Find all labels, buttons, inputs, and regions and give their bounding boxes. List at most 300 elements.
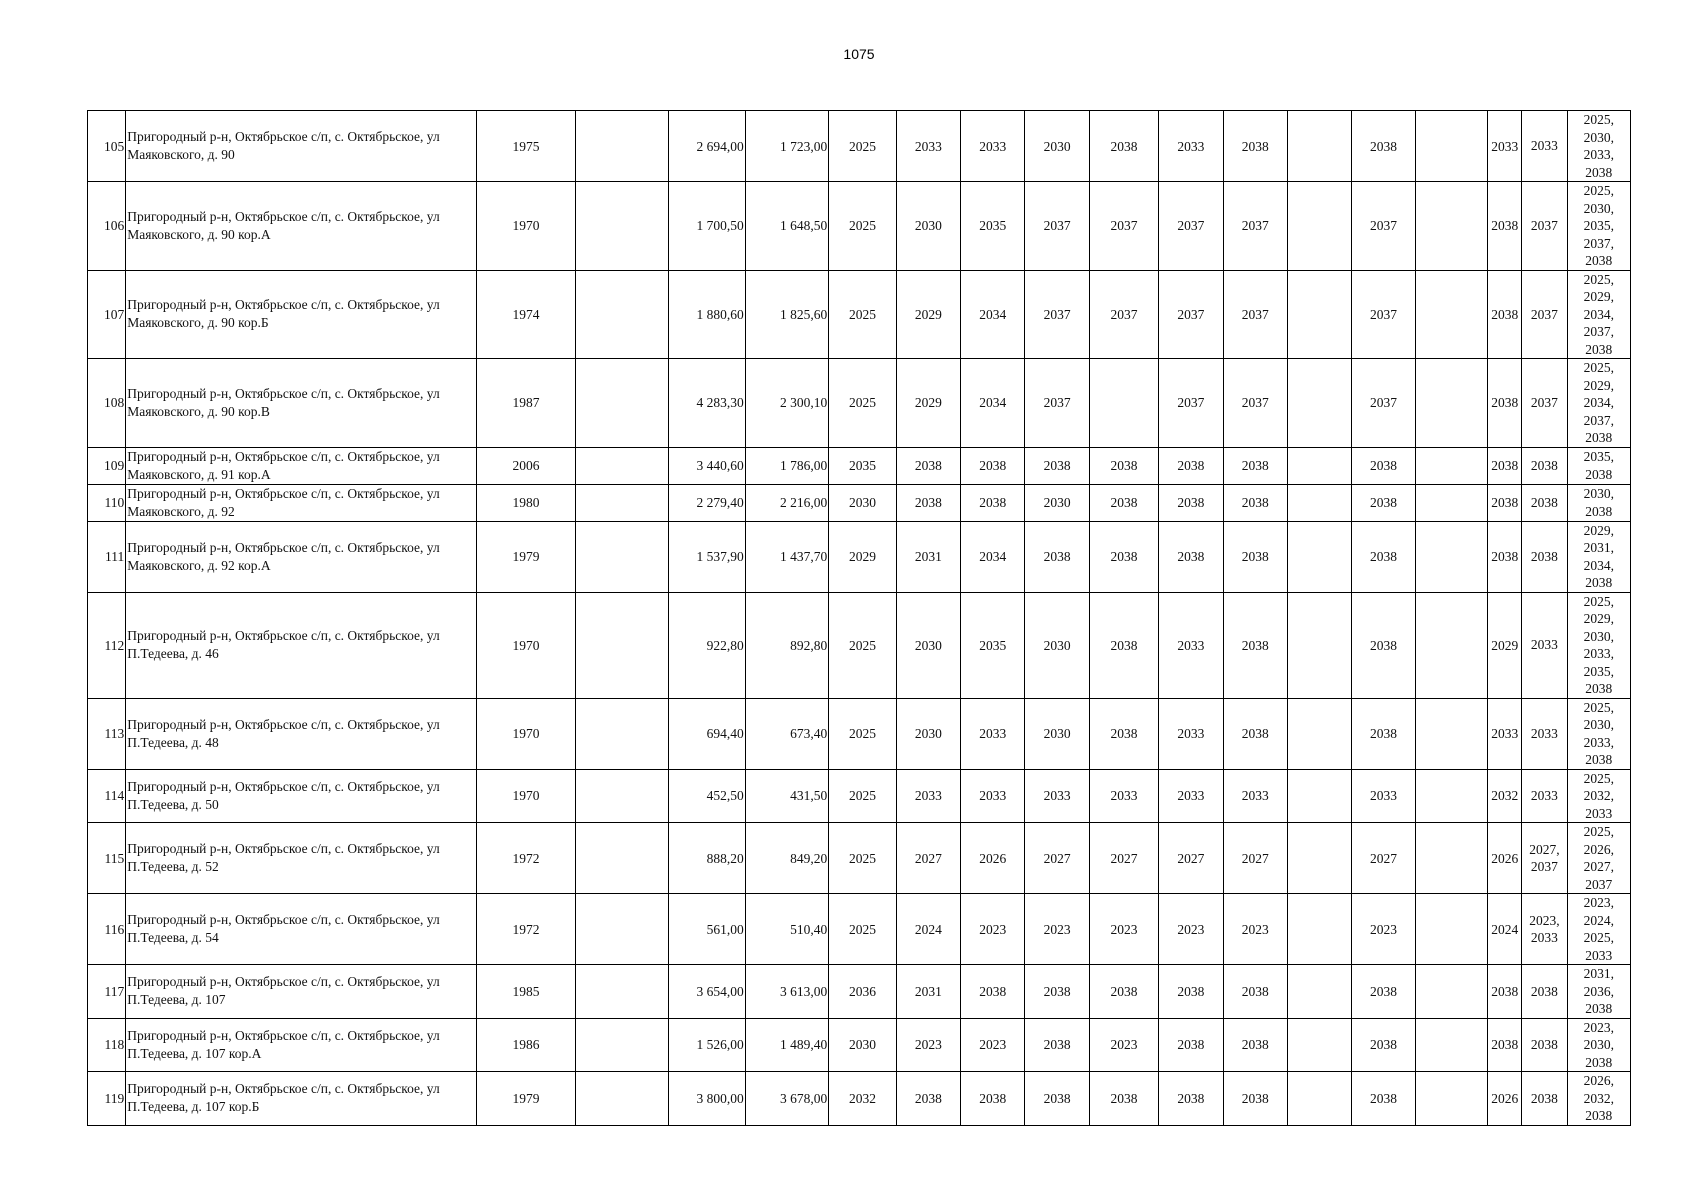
repair-year-cell <box>1415 447 1487 484</box>
repair-year-cell: 2038 <box>1352 484 1415 521</box>
total-area-cell: 3 654,00 <box>669 965 745 1019</box>
living-area-cell: 2 216,00 <box>745 484 828 521</box>
construction-year-cell: 2006 <box>477 447 576 484</box>
repair-years-summary-cell: 2031, 2036, 2038 <box>1567 965 1630 1019</box>
repair-year-cell: 2038 <box>961 447 1025 484</box>
table-row <box>88 769 1631 823</box>
repair-year-cell: 2038 <box>1089 592 1158 698</box>
repair-year-cell: 2025 <box>829 270 896 359</box>
table-row <box>88 359 1631 448</box>
repair-years-summary-cell: 2025, 2029, 2034, 2037, 2038 <box>1567 270 1630 359</box>
repair-year-cell <box>1287 182 1351 271</box>
repair-year-cell: 2027 <box>1352 823 1415 894</box>
repair-year-cell: 2038 <box>961 484 1025 521</box>
row-number: 107 <box>88 270 126 359</box>
total-area-cell: 1 700,50 <box>669 182 745 271</box>
repair-year-cell: 2033 <box>1159 698 1223 769</box>
empty-cell <box>575 447 669 484</box>
repair-year-cell: 2033 <box>1522 111 1567 182</box>
repair-years-summary-cell: 2025, 2029, 2030, 2033, 2035, 2038 <box>1567 592 1630 698</box>
construction-year-cell: 1980 <box>477 484 576 521</box>
repair-year-cell: 2038 <box>896 1072 960 1126</box>
repair-year-cell: 2038 <box>1488 270 1522 359</box>
repair-year-cell: 2038 <box>1223 592 1287 698</box>
repair-year-cell: 2038 <box>1522 965 1567 1019</box>
repair-year-cell: 2029 <box>1488 592 1522 698</box>
repair-year-cell: 2033 <box>961 111 1025 182</box>
address-cell: Пригородный р-н, Октябрьское с/п, с. Октябрьское, ул Маяковского, д. 92 <box>126 484 477 521</box>
row-number: 110 <box>88 484 126 521</box>
total-area-cell: 561,00 <box>669 894 745 965</box>
repair-year-cell: 2032 <box>829 1072 896 1126</box>
repair-year-cell <box>1287 1072 1351 1126</box>
repair-year-cell: 2027 <box>1159 823 1223 894</box>
empty-cell <box>575 484 669 521</box>
empty-cell <box>575 1018 669 1072</box>
address-cell: Пригородный р-н, Октябрьское с/п, с. Октябрьское, ул Маяковского, д. 91 кор.А <box>126 447 477 484</box>
repair-year-cell: 2038 <box>1522 1072 1567 1126</box>
total-area-cell: 1 526,00 <box>669 1018 745 1072</box>
repair-year-cell <box>1287 359 1351 448</box>
repair-year-cell: 2035 <box>961 592 1025 698</box>
repair-year-cell: 2031 <box>896 521 960 592</box>
empty-cell <box>575 111 669 182</box>
empty-cell <box>575 270 669 359</box>
repair-year-cell: 2023 <box>961 894 1025 965</box>
repair-year-cell: 2023, 2033 <box>1522 894 1567 965</box>
row-number: 117 <box>88 965 126 1019</box>
repair-year-cell: 2023 <box>1089 1018 1158 1072</box>
repair-year-cell: 2030 <box>896 182 960 271</box>
repair-year-cell: 2029 <box>896 270 960 359</box>
repair-year-cell: 2033 <box>1488 698 1522 769</box>
repair-year-cell: 2023 <box>1352 894 1415 965</box>
registry-body <box>88 111 1631 1126</box>
repair-year-cell: 2033 <box>1488 111 1522 182</box>
repair-year-cell: 2037 <box>1352 182 1415 271</box>
repair-year-cell <box>1287 484 1351 521</box>
repair-year-cell: 2033 <box>961 769 1025 823</box>
repair-year-cell: 2037 <box>1089 182 1158 271</box>
repair-year-cell: 2038 <box>1488 965 1522 1019</box>
repair-year-cell <box>1415 270 1487 359</box>
repair-year-cell: 2037 <box>1522 270 1567 359</box>
repair-year-cell: 2033 <box>896 111 960 182</box>
repair-year-cell: 2025 <box>829 769 896 823</box>
empty-cell <box>575 1072 669 1126</box>
repair-years-summary-cell: 2023, 2030, 2038 <box>1567 1018 1630 1072</box>
repair-year-cell: 2037 <box>1025 359 1089 448</box>
repair-year-cell: 2033 <box>1089 769 1158 823</box>
row-number: 112 <box>88 592 126 698</box>
repair-year-cell <box>1415 359 1487 448</box>
repair-year-cell: 2027 <box>1089 823 1158 894</box>
repair-year-cell: 2037 <box>1223 359 1287 448</box>
repair-year-cell: 2038 <box>1025 1018 1089 1072</box>
repair-year-cell: 2038 <box>1089 1072 1158 1126</box>
repair-year-cell: 2038 <box>896 484 960 521</box>
repair-year-cell <box>1415 698 1487 769</box>
table-row <box>88 182 1631 271</box>
table-row <box>88 521 1631 592</box>
table-row <box>88 111 1631 182</box>
repair-year-cell: 2030 <box>829 484 896 521</box>
repair-year-cell: 2038 <box>1488 359 1522 448</box>
table-row <box>88 1072 1631 1126</box>
repair-year-cell: 2033 <box>1159 592 1223 698</box>
repair-year-cell: 2033 <box>1352 769 1415 823</box>
repair-year-cell: 2038 <box>1352 447 1415 484</box>
repair-years-summary-cell: 2025, 2030, 2033, 2038 <box>1567 111 1630 182</box>
row-number: 116 <box>88 894 126 965</box>
repair-years-summary-cell: 2025, 2026, 2027, 2037 <box>1567 823 1630 894</box>
living-area-cell: 673,40 <box>745 698 828 769</box>
repair-year-cell: 2030 <box>1025 592 1089 698</box>
repair-years-summary-cell: 2026, 2032, 2038 <box>1567 1072 1630 1126</box>
repair-year-cell: 2038 <box>961 965 1025 1019</box>
living-area-cell: 1 825,60 <box>745 270 828 359</box>
repair-year-cell: 2038 <box>1488 521 1522 592</box>
table-row <box>88 1018 1631 1072</box>
row-number: 114 <box>88 769 126 823</box>
repair-year-cell: 2027 <box>896 823 960 894</box>
repair-year-cell: 2038 <box>1025 521 1089 592</box>
repair-year-cell: 2038 <box>1025 1072 1089 1126</box>
repair-year-cell: 2038 <box>1089 484 1158 521</box>
total-area-cell: 1 537,90 <box>669 521 745 592</box>
repair-year-cell <box>1415 1072 1487 1126</box>
address-cell: Пригородный р-н, Октябрьское с/п, с. Октябрьское, ул Маяковского, д. 90 <box>126 111 477 182</box>
repair-year-cell: 2027 <box>1025 823 1089 894</box>
repair-year-cell: 2037 <box>1352 359 1415 448</box>
construction-year-cell: 1979 <box>477 1072 576 1126</box>
repair-year-cell: 2038 <box>1488 447 1522 484</box>
living-area-cell: 1 648,50 <box>745 182 828 271</box>
repair-year-cell: 2038 <box>1352 592 1415 698</box>
repair-year-cell: 2038 <box>1159 965 1223 1019</box>
repair-year-cell: 2038 <box>1352 965 1415 1019</box>
living-area-cell: 2 300,10 <box>745 359 828 448</box>
repair-year-cell <box>1415 1018 1487 1072</box>
construction-year-cell: 1987 <box>477 359 576 448</box>
address-cell: Пригородный р-н, Октябрьское с/п, с. Октябрьское, ул П.Тедеева, д. 52 <box>126 823 477 894</box>
living-area-cell: 510,40 <box>745 894 828 965</box>
repair-year-cell: 2038 <box>1522 1018 1567 1072</box>
repair-year-cell: 2033 <box>1522 592 1567 698</box>
repair-year-cell: 2038 <box>1089 447 1158 484</box>
repair-year-cell: 2038 <box>1089 111 1158 182</box>
repair-year-cell: 2033 <box>1522 769 1567 823</box>
repair-year-cell: 2038 <box>1089 698 1158 769</box>
repair-year-cell: 2038 <box>1522 484 1567 521</box>
table-row <box>88 894 1631 965</box>
repair-year-cell: 2030 <box>829 1018 896 1072</box>
repair-year-cell: 2025 <box>829 894 896 965</box>
repair-year-cell: 2038 <box>1488 182 1522 271</box>
row-number: 108 <box>88 359 126 448</box>
living-area-cell: 1 786,00 <box>745 447 828 484</box>
table-row <box>88 965 1631 1019</box>
repair-year-cell: 2038 <box>1089 521 1158 592</box>
repair-year-cell: 2038 <box>1352 111 1415 182</box>
repair-years-summary-cell: 2023, 2024, 2025, 2033 <box>1567 894 1630 965</box>
construction-year-cell: 1970 <box>477 769 576 823</box>
repair-year-cell <box>1287 1018 1351 1072</box>
repair-year-cell: 2038 <box>1522 521 1567 592</box>
repair-year-cell: 2025 <box>829 698 896 769</box>
repair-year-cell: 2029 <box>829 521 896 592</box>
construction-year-cell: 1972 <box>477 894 576 965</box>
address-cell: Пригородный р-н, Октябрьское с/п, с. Октябрьское, ул Маяковского, д. 90 кор.В <box>126 359 477 448</box>
repair-year-cell: 2026 <box>1488 823 1522 894</box>
address-cell: Пригородный р-н, Октябрьское с/п, с. Октябрьское, ул П.Тедеева, д. 54 <box>126 894 477 965</box>
total-area-cell: 694,40 <box>669 698 745 769</box>
construction-year-cell: 1972 <box>477 823 576 894</box>
repair-year-cell: 2031 <box>896 965 960 1019</box>
empty-cell <box>575 698 669 769</box>
total-area-cell: 2 279,40 <box>669 484 745 521</box>
total-area-cell: 4 283,30 <box>669 359 745 448</box>
repair-year-cell: 2038 <box>896 447 960 484</box>
repair-year-cell: 2038 <box>1223 521 1287 592</box>
address-cell: Пригородный р-н, Октябрьское с/п, с. Октябрьское, ул П.Тедеева, д. 48 <box>126 698 477 769</box>
repair-year-cell <box>1415 484 1487 521</box>
repair-year-cell <box>1089 359 1158 448</box>
repair-year-cell: 2038 <box>961 1072 1025 1126</box>
repair-year-cell: 2038 <box>1025 447 1089 484</box>
repair-year-cell: 2032 <box>1488 769 1522 823</box>
table-row <box>88 698 1631 769</box>
repair-year-cell: 2038 <box>1223 111 1287 182</box>
row-number: 115 <box>88 823 126 894</box>
repair-year-cell: 2033 <box>1159 111 1223 182</box>
repair-year-cell: 2038 <box>1159 447 1223 484</box>
living-area-cell: 1 489,40 <box>745 1018 828 1072</box>
repair-year-cell <box>1415 182 1487 271</box>
repair-year-cell: 2037 <box>1522 182 1567 271</box>
total-area-cell: 2 694,00 <box>669 111 745 182</box>
address-cell: Пригородный р-н, Октябрьское с/п, с. Октябрьское, ул Маяковского, д. 90 кор.А <box>126 182 477 271</box>
repair-year-cell: 2034 <box>961 359 1025 448</box>
repair-year-cell: 2037 <box>1025 182 1089 271</box>
table-row <box>88 270 1631 359</box>
construction-year-cell: 1986 <box>477 1018 576 1072</box>
empty-cell <box>575 592 669 698</box>
repair-year-cell <box>1287 823 1351 894</box>
living-area-cell: 3 678,00 <box>745 1072 828 1126</box>
repair-years-summary-cell: 2025, 2030, 2033, 2038 <box>1567 698 1630 769</box>
row-number: 113 <box>88 698 126 769</box>
repair-year-cell: 2033 <box>1522 698 1567 769</box>
construction-year-cell: 1975 <box>477 111 576 182</box>
repair-year-cell <box>1415 111 1487 182</box>
construction-year-cell: 1979 <box>477 521 576 592</box>
repair-year-cell <box>1415 894 1487 965</box>
repair-year-cell: 2024 <box>1488 894 1522 965</box>
repair-year-cell: 2038 <box>1488 484 1522 521</box>
repair-year-cell: 2030 <box>1025 484 1089 521</box>
repair-year-cell: 2025 <box>829 823 896 894</box>
repair-year-cell: 2037 <box>1223 182 1287 271</box>
repair-year-cell <box>1287 894 1351 965</box>
empty-cell <box>575 894 669 965</box>
repair-year-cell: 2038 <box>1025 965 1089 1019</box>
construction-year-cell: 1974 <box>477 270 576 359</box>
table-row <box>88 484 1631 521</box>
address-cell: Пригородный р-н, Октябрьское с/п, с. Октябрьское, ул Маяковского, д. 92 кор.А <box>126 521 477 592</box>
total-area-cell: 452,50 <box>669 769 745 823</box>
repair-years-summary-cell: 2030, 2038 <box>1567 484 1630 521</box>
repair-year-cell: 2037 <box>1352 270 1415 359</box>
address-cell: Пригородный р-н, Октябрьское с/п, с. Октябрьское, ул П.Тедеева, д. 50 <box>126 769 477 823</box>
repair-year-cell: 2030 <box>896 592 960 698</box>
repair-year-cell <box>1287 270 1351 359</box>
repair-year-cell: 2033 <box>896 769 960 823</box>
repair-year-cell: 2030 <box>1025 111 1089 182</box>
row-number: 119 <box>88 1072 126 1126</box>
total-area-cell: 888,20 <box>669 823 745 894</box>
repair-year-cell: 2037 <box>1159 182 1223 271</box>
repair-year-cell: 2026 <box>961 823 1025 894</box>
living-area-cell: 1 437,70 <box>745 521 828 592</box>
repair-year-cell <box>1287 698 1351 769</box>
table-row <box>88 592 1631 698</box>
repair-year-cell: 2038 <box>1223 698 1287 769</box>
address-cell: Пригородный р-н, Октябрьское с/п, с. Октябрьское, ул П.Тедеева, д. 107 кор.А <box>126 1018 477 1072</box>
repair-year-cell: 2034 <box>961 270 1025 359</box>
repair-year-cell <box>1415 965 1487 1019</box>
repair-year-cell <box>1287 521 1351 592</box>
repair-year-cell: 2038 <box>1223 1072 1287 1126</box>
empty-cell <box>575 769 669 823</box>
repair-year-cell <box>1287 965 1351 1019</box>
repair-year-cell: 2038 <box>1089 965 1158 1019</box>
repair-year-cell: 2025 <box>829 182 896 271</box>
repair-year-cell: 2034 <box>961 521 1025 592</box>
address-cell: Пригородный р-н, Октябрьское с/п, с. Октябрьское, ул П.Тедеева, д. 46 <box>126 592 477 698</box>
repair-year-cell: 2025 <box>829 111 896 182</box>
construction-year-cell: 1970 <box>477 592 576 698</box>
repair-year-cell: 2038 <box>1352 521 1415 592</box>
construction-year-cell: 1970 <box>477 698 576 769</box>
repair-year-cell: 2038 <box>1223 965 1287 1019</box>
total-area-cell: 922,80 <box>669 592 745 698</box>
address-cell: Пригородный р-н, Октябрьское с/п, с. Октябрьское, ул П.Тедеева, д. 107 кор.Б <box>126 1072 477 1126</box>
address-cell: Пригородный р-н, Октябрьское с/п, с. Октябрьское, ул Маяковского, д. 90 кор.Б <box>126 270 477 359</box>
repair-year-cell: 2037 <box>1223 270 1287 359</box>
total-area-cell: 1 880,60 <box>669 270 745 359</box>
repair-year-cell: 2038 <box>1159 521 1223 592</box>
repair-year-cell: 2023 <box>1089 894 1158 965</box>
living-area-cell: 892,80 <box>745 592 828 698</box>
repair-year-cell: 2037 <box>1522 359 1567 448</box>
repair-year-cell: 2038 <box>1159 484 1223 521</box>
address-cell: Пригородный р-н, Октябрьское с/п, с. Октябрьское, ул П.Тедеева, д. 107 <box>126 965 477 1019</box>
repair-year-cell: 2035 <box>961 182 1025 271</box>
repair-year-cell: 2038 <box>1522 447 1567 484</box>
living-area-cell: 849,20 <box>745 823 828 894</box>
repair-year-cell: 2024 <box>896 894 960 965</box>
repair-year-cell: 2029 <box>896 359 960 448</box>
repair-year-cell: 2023 <box>1223 894 1287 965</box>
repair-year-cell: 2038 <box>1352 1072 1415 1126</box>
repair-year-cell: 2023 <box>1159 894 1223 965</box>
construction-year-cell: 1985 <box>477 965 576 1019</box>
page-number: 1075 <box>843 46 875 62</box>
repair-year-cell: 2025 <box>829 592 896 698</box>
empty-cell <box>575 823 669 894</box>
table-row <box>88 447 1631 484</box>
repair-year-cell: 2038 <box>1223 1018 1287 1072</box>
total-area-cell: 3 800,00 <box>669 1072 745 1126</box>
repair-year-cell <box>1287 447 1351 484</box>
repair-year-cell: 2037 <box>1089 270 1158 359</box>
repair-years-summary-cell: 2025, 2029, 2034, 2037, 2038 <box>1567 359 1630 448</box>
row-number: 109 <box>88 447 126 484</box>
repair-year-cell <box>1415 521 1487 592</box>
repair-year-cell: 2038 <box>1159 1072 1223 1126</box>
row-number: 106 <box>88 182 126 271</box>
repair-year-cell: 2033 <box>961 698 1025 769</box>
row-number: 105 <box>88 111 126 182</box>
total-area-cell: 3 440,60 <box>669 447 745 484</box>
repair-year-cell: 2035 <box>829 447 896 484</box>
repair-year-cell <box>1287 592 1351 698</box>
repair-year-cell: 2030 <box>896 698 960 769</box>
repair-year-cell: 2030 <box>1025 698 1089 769</box>
repair-year-cell <box>1415 823 1487 894</box>
living-area-cell: 1 723,00 <box>745 111 828 182</box>
repair-year-cell <box>1287 111 1351 182</box>
repair-year-cell: 2038 <box>1223 447 1287 484</box>
repair-year-cell: 2033 <box>1223 769 1287 823</box>
repair-year-cell: 2037 <box>1159 359 1223 448</box>
repair-years-summary-cell: 2035, 2038 <box>1567 447 1630 484</box>
repair-years-summary-cell: 2025, 2030, 2035, 2037, 2038 <box>1567 182 1630 271</box>
repair-years-summary-cell: 2029, 2031, 2034, 2038 <box>1567 521 1630 592</box>
registry-table <box>87 110 1631 1126</box>
repair-year-cell: 2033 <box>1025 769 1089 823</box>
repair-year-cell <box>1415 592 1487 698</box>
repair-year-cell: 2037 <box>1025 270 1089 359</box>
row-number: 111 <box>88 521 126 592</box>
construction-year-cell: 1970 <box>477 182 576 271</box>
empty-cell <box>575 521 669 592</box>
empty-cell <box>575 182 669 271</box>
living-area-cell: 3 613,00 <box>745 965 828 1019</box>
empty-cell <box>575 965 669 1019</box>
repair-year-cell: 2038 <box>1352 698 1415 769</box>
repair-year-cell: 2026 <box>1488 1072 1522 1126</box>
repair-year-cell: 2038 <box>1488 1018 1522 1072</box>
repair-years-summary-cell: 2025, 2032, 2033 <box>1567 769 1630 823</box>
repair-year-cell: 2025 <box>829 359 896 448</box>
repair-year-cell: 2038 <box>1159 1018 1223 1072</box>
table-row <box>88 823 1631 894</box>
repair-year-cell: 2023 <box>961 1018 1025 1072</box>
repair-year-cell: 2033 <box>1159 769 1223 823</box>
repair-year-cell <box>1415 769 1487 823</box>
repair-year-cell: 2023 <box>896 1018 960 1072</box>
empty-cell <box>575 359 669 448</box>
repair-year-cell: 2038 <box>1223 484 1287 521</box>
repair-year-cell: 2036 <box>829 965 896 1019</box>
repair-year-cell: 2038 <box>1352 1018 1415 1072</box>
repair-year-cell: 2027, 2037 <box>1522 823 1567 894</box>
row-number: 118 <box>88 1018 126 1072</box>
repair-year-cell <box>1287 769 1351 823</box>
repair-year-cell: 2037 <box>1159 270 1223 359</box>
